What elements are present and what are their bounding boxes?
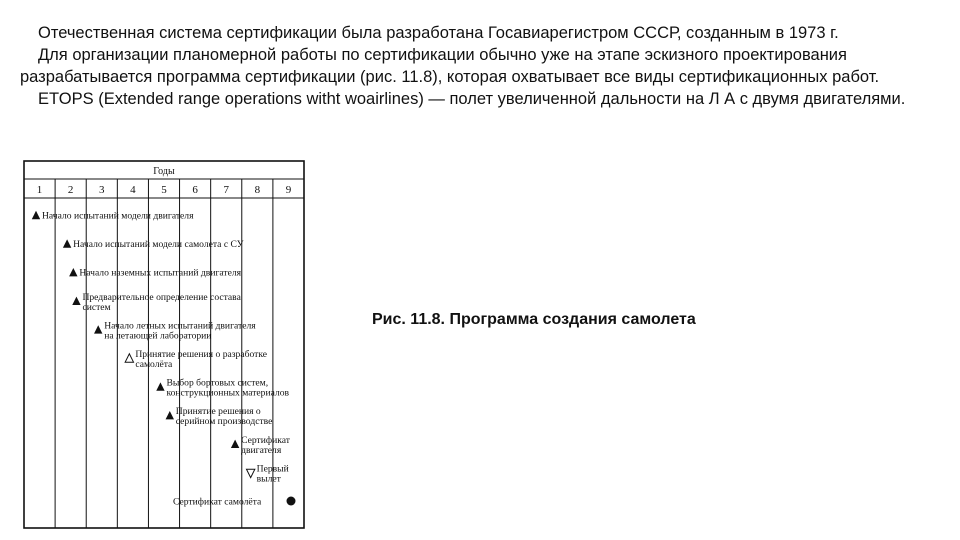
milestone-marker-filled-triangle <box>69 268 77 276</box>
milestone-label: двигателя <box>241 444 282 456</box>
milestone-label: Принятие решения о <box>175 406 261 418</box>
paragraph-certification-system: Отечественная система сертификации была разработана Госавиарегистром СССР, созданным в 1973 г. <box>38 24 839 42</box>
paragraph-certification-program: Для организации планомерной работы по сертификации обычно уже на этапе эскизного проектирования разрабатывается программа сертификации (рис. 11.8), которая охватывает все виды сертификационных работ. <box>20 46 880 86</box>
milestone-label: Предварительное определение состава <box>82 291 241 303</box>
milestone-marker-open-inverted-triangle <box>246 469 254 477</box>
year-label: 4 <box>130 184 136 196</box>
milestone-marker-circle <box>287 497 296 506</box>
milestone-label: систем <box>82 301 111 313</box>
milestone-marker-filled-triangle <box>94 325 102 333</box>
milestone-label: Сертификат <box>241 434 290 446</box>
year-label: 8 <box>254 184 261 196</box>
milestone-label: Выбор бортовых систем, <box>166 377 269 389</box>
milestone <box>94 320 256 341</box>
milestone <box>166 406 273 427</box>
milestone <box>246 463 288 484</box>
milestone-marker-filled-triangle <box>231 440 239 448</box>
milestone-label: Начало наземных испытаний двигателя <box>79 267 242 279</box>
milestone <box>173 497 296 508</box>
milestone-label: на летающей лаборатории <box>104 330 212 342</box>
timeline-chart <box>23 160 305 530</box>
milestone-label: Начало летных испытаний двигателя <box>104 320 256 332</box>
milestone-marker-filled-triangle <box>32 211 40 219</box>
year-label: 5 <box>161 184 167 196</box>
body-text <box>20 22 940 110</box>
milestone-label: Начало испытаний модели самолета с СУ <box>73 239 244 251</box>
years-header: Годы <box>153 166 175 177</box>
milestone <box>231 435 291 456</box>
year-label: 7 <box>223 184 229 196</box>
year-label: 2 <box>67 184 74 196</box>
year-label: 3 <box>99 184 105 196</box>
milestone-label: Принятие решения о разработке <box>135 349 268 360</box>
milestone-label: вылет <box>256 473 281 485</box>
milestone <box>72 292 241 313</box>
milestone-marker-filled-triangle <box>166 411 174 419</box>
milestone-marker-filled-triangle <box>72 297 80 305</box>
milestone-label: Сертификат самолёта <box>173 496 262 508</box>
year-label: 6 <box>192 184 198 196</box>
milestone-label: самолёта <box>135 359 173 370</box>
milestone <box>32 211 194 222</box>
milestone-marker-open-triangle <box>125 354 133 362</box>
milestone <box>69 268 242 279</box>
milestone-label: Начало испытаний модели двигателя <box>42 210 194 222</box>
milestone <box>63 239 244 250</box>
milestone <box>156 378 289 399</box>
milestone-label: Первый <box>256 463 289 475</box>
milestone-marker-filled-triangle <box>63 239 71 247</box>
milestone <box>125 349 267 370</box>
certification-program-figure <box>23 160 305 530</box>
milestone-label: конструкционных материалов <box>166 387 290 399</box>
milestone-marker-filled-triangle <box>156 382 164 390</box>
year-label: 9 <box>285 184 292 196</box>
paragraph-etops: ETOPS (Extended range operations witht woairlines) — полет увеличенной дальности на Л А с двумя двигателями. <box>38 90 906 108</box>
figure-caption: Рис. 11.8. Программа создания самолета <box>372 311 696 328</box>
year-label: 1 <box>36 184 43 196</box>
milestone-label: серийном производстве <box>175 416 273 428</box>
